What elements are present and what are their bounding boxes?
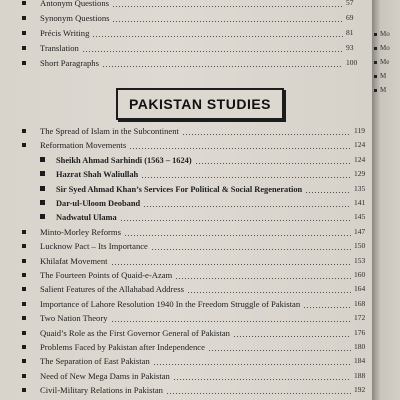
toc-entry: [0, 328, 372, 340]
toc-subentry: [0, 169, 372, 181]
entry-title: Khilafat Movement: [40, 255, 108, 266]
entry-title: The Fourteen Points of Quaid-e-Azam: [40, 270, 173, 280]
adjacent-page-text: Mo: [380, 44, 390, 52]
bullet-icon: [22, 129, 26, 133]
toc-entry: [0, 270, 372, 282]
dot-leader: [120, 220, 351, 221]
toc-entry: [0, 43, 372, 55]
entry-page-number: 184: [354, 356, 366, 366]
bullet-icon: [40, 200, 45, 205]
dot-leader: [129, 148, 351, 149]
entry-page-number: 180: [354, 342, 366, 351]
bullet-icon: [40, 214, 45, 219]
entry-title: Sheikh Ahmad Sarhindi (1563 – 1624): [56, 155, 192, 165]
dot-leader: [195, 163, 351, 164]
entry-page-number: 188: [354, 370, 366, 380]
entry-title: Minto-Morley Reforms: [40, 226, 121, 237]
dot-leader: [233, 336, 351, 337]
entry-page-number: 153: [354, 255, 366, 265]
bullet-icon: [22, 244, 26, 248]
bullet-icon: [22, 143, 26, 147]
dot-leader: [92, 36, 343, 37]
entry-title: The Spread of Islam in the Subcontinent: [40, 126, 179, 136]
dot-leader: [153, 364, 351, 365]
toc-entry: [0, 58, 372, 70]
bullet-icon: [22, 273, 26, 277]
entry-page-number: 150: [354, 241, 366, 251]
bullet-icon: [22, 61, 26, 65]
toc-entry: [0, 241, 372, 253]
toc-entry: [0, 140, 372, 152]
entry-page-number: 147: [354, 226, 366, 236]
dot-leader: [182, 134, 351, 135]
entry-title: Civil-Military Relations in Pakistan: [40, 385, 163, 396]
entry-title: Lucknow Pact – Its Importance: [40, 241, 148, 252]
bullet-icon: [22, 46, 26, 50]
adjacent-page-text: M: [380, 72, 387, 80]
entry-title: Hazrat Shah Waliullah: [56, 170, 139, 180]
entry-title: Sir Syed Ahmad Khan’s Services For Political & Social Regeneration: [56, 184, 303, 194]
toc-entry: [0, 385, 372, 397]
entry-title: Reformation Movements: [40, 140, 127, 151]
dot-leader: [102, 66, 343, 67]
entry-page-number: 160: [354, 270, 366, 279]
bullet-icon: [22, 388, 26, 392]
toc-entry: [0, 227, 372, 239]
bullet-icon: [22, 259, 26, 263]
adjacent-page-text: Me: [380, 58, 390, 66]
adjacent-page-text: Mo: [380, 30, 390, 38]
dot-leader: [143, 206, 351, 207]
entry-page-number: 176: [354, 327, 366, 337]
adjacent-page-edge: [372, 0, 400, 400]
toc-entry: [0, 256, 372, 268]
entry-title: Importance of Lahore Resolution 1940 In the Freedom Struggle of Pakistan: [40, 298, 301, 309]
entry-page-number: 141: [354, 198, 366, 207]
dot-leader: [173, 379, 351, 380]
dot-leader: [124, 235, 351, 236]
entry-title: Nadwatul Ulama: [56, 213, 117, 223]
entry-page-number: 145: [354, 212, 366, 222]
toc-entry: [0, 0, 372, 10]
entry-page-number: 69: [346, 13, 354, 22]
entry-page-number: 57: [346, 0, 354, 7]
dot-leader: [187, 292, 351, 293]
bullet-icon: [40, 157, 45, 162]
dot-leader: [141, 177, 351, 178]
entry-title: Quaid’s Role as the First Governor General of Pakistan: [40, 327, 230, 338]
section-heading: PAKISTAN STUDIES: [128, 96, 272, 112]
dot-leader: [208, 350, 351, 351]
toc-entry: [0, 342, 372, 354]
bullet-icon: [40, 171, 45, 176]
bullet-icon: [22, 359, 26, 363]
entry-title: The Separation of East Pakistan: [40, 356, 150, 367]
toc-entry: [0, 371, 372, 383]
bullet-icon: [22, 287, 26, 291]
adjacent-page-text: M: [380, 86, 387, 94]
bullet-icon: [22, 374, 26, 378]
dot-leader: [175, 278, 351, 279]
section-heading-box: [116, 88, 284, 120]
bullet-icon: [22, 1, 26, 5]
entry-title: Dar-ul-Uloom Deoband: [56, 199, 141, 208]
dot-leader: [305, 192, 351, 193]
toc-entry: [0, 356, 372, 368]
dot-leader: [303, 307, 351, 308]
entry-title: Antonym Questions: [40, 0, 109, 8]
bullet-icon: [40, 186, 45, 191]
entry-page-number: 172: [354, 313, 366, 323]
entry-page-number: 192: [354, 385, 366, 395]
dot-leader: [151, 249, 351, 250]
entry-page-number: 164: [354, 284, 366, 294]
dot-leader: [111, 264, 351, 265]
entry-page-number: 124: [354, 140, 366, 150]
toc-entry: [0, 28, 372, 40]
entry-title: Synonym Questions: [40, 13, 110, 23]
entry-page-number: 81: [346, 28, 354, 37]
toc-subentry: [0, 184, 372, 196]
bullet-icon: [22, 331, 26, 335]
toc-subentry: [0, 155, 372, 167]
bullet-icon: [22, 302, 26, 306]
entry-title: Need of New Mega Dams in Pakistan: [40, 370, 170, 381]
dot-leader: [111, 321, 352, 322]
entry-title: Translation: [40, 43, 79, 53]
entry-page-number: 100: [346, 58, 358, 67]
toc-entry: [0, 126, 372, 138]
dot-leader: [112, 21, 343, 22]
entry-title: Two Nation Theory: [40, 313, 108, 324]
bullet-icon: [22, 316, 26, 320]
entry-page-number: 168: [354, 298, 366, 308]
bullet-icon: [22, 31, 26, 35]
entry-title: Short Paragraphs: [40, 58, 99, 68]
toc-entry: [0, 313, 372, 325]
bullet-icon: [22, 345, 26, 349]
entry-title: Problems Faced by Pakistan after Independence: [40, 342, 205, 352]
entry-page-number: 93: [346, 43, 354, 52]
entry-page-number: 119: [354, 126, 365, 135]
toc-entry: [0, 284, 372, 296]
dot-leader: [166, 393, 351, 394]
bullet-icon: [22, 230, 26, 234]
entry-page-number: 124: [354, 154, 366, 164]
dot-leader: [82, 51, 343, 52]
dot-leader: [112, 6, 343, 7]
toc-subentry: [0, 212, 372, 224]
toc-entry: [0, 299, 372, 311]
entry-title: Salient Features of the Allahabad Address: [40, 284, 184, 295]
entry-title: Précis Writing: [40, 28, 90, 38]
entry-page-number: 135: [354, 183, 366, 193]
entry-page-number: 129: [354, 169, 366, 179]
toc-entry: [0, 13, 372, 25]
bullet-icon: [22, 16, 26, 20]
toc-subentry: [0, 198, 372, 210]
